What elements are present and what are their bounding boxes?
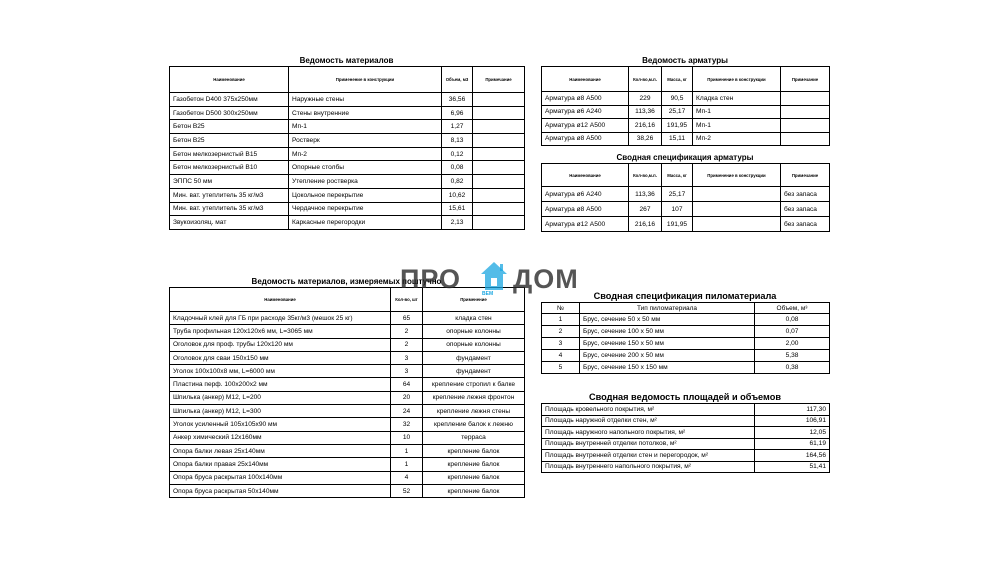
table-cell: Утепление ростверка [289,175,442,189]
table-row [542,119,830,133]
table-row [170,351,525,364]
table-cell: крепление лежня фронтон [423,391,525,404]
table-cell: Ростверк [289,134,442,148]
rebar-summary-table [541,163,830,232]
table-cell: Оголовок для сваи 150х150 мм [170,351,391,364]
table-cell: 0,12 [442,147,473,161]
table-cell: 90,5 [662,92,693,106]
table-cell: Мп-1 [289,120,442,134]
rebar-summary-header-row [542,164,830,187]
table-cell: Арматура ø8 А500 [542,132,629,146]
table-cell: Мп-2 [693,132,781,146]
table-cell: 2 [542,326,580,338]
table-cell: 1 [391,444,423,457]
table-row [542,450,830,462]
table-cell: Брус, сечение 150 х 150 мм [580,362,755,374]
table-cell: 216,16 [629,217,662,232]
table-cell: 15,11 [662,132,693,146]
table-cell: Арматура ø6 А240 [542,187,629,202]
table-cell: Уголок усиленный 105х105х90 мм [170,418,391,431]
materials-table [169,66,525,230]
table-cell: без запаса [781,202,830,217]
table-row [170,325,525,338]
table-cell: Бетон В25 [170,120,289,134]
rebar-table [541,66,830,146]
table-row [170,484,525,497]
table-cell [473,175,525,189]
col-usage: Применение в конструкции [693,164,781,187]
areas-title: Сводная ведомость площадей и объемов [589,392,781,402]
table-cell [693,217,781,232]
table-cell: Бетон мелкозернистый В10 [170,161,289,175]
table-row [170,458,525,471]
table-cell: 1,27 [442,120,473,134]
table-row [542,415,830,427]
table-cell: 107 [662,202,693,217]
col-note: Примечание [781,67,830,92]
table-cell: 4 [542,350,580,362]
table-row [170,312,525,325]
col-usage: Применение [423,288,525,312]
table-cell [473,202,525,216]
table-cell: 3 [542,338,580,350]
rebar-summary-block [541,152,829,232]
table-cell: Площадь наружного напольного покрытия, м² [542,427,755,439]
table-cell: Арматура ø8 А500 [542,202,629,217]
col-note: Примечание [473,67,525,93]
table-cell: 2,00 [755,338,830,350]
table-row [542,338,830,350]
table-cell: Шпилька (анкер) М12, L=300 [170,405,391,418]
lumber-table [541,302,830,374]
table-row [170,378,525,391]
table-row [170,418,525,431]
table-cell: 65 [391,312,423,325]
table-cell: Звукоизоляц. мат [170,216,289,230]
areas-table [541,403,830,473]
col-note: Примечание [781,164,830,187]
watermark-right-text: ДОМ [513,264,579,294]
piece-materials-title: Ведомость материалов, измеряемых поштучно [251,277,442,286]
table-cell: Опора балки правая 25х140мм [170,458,391,471]
table-cell: 0,38 [755,362,830,374]
rebar-header-row [542,67,830,92]
house-icon [478,259,510,293]
table-cell: Арматура ø12 А500 [542,217,629,232]
table-cell: 64 [391,378,423,391]
table-cell: Бетон мелкозернистый В15 [170,147,289,161]
table-cell: 113,36 [629,105,662,119]
table-row [170,216,525,230]
table-cell: 12,05 [755,427,830,439]
table-cell: 216,16 [629,119,662,133]
table-cell: 117,30 [755,404,830,416]
watermark-left-text: ПРО [400,264,462,294]
table-cell: 113,36 [629,187,662,202]
table-cell: 3 [391,365,423,378]
table-row [170,147,525,161]
table-cell: 25,17 [662,105,693,119]
table-cell: Наружные стены [289,93,442,107]
table-cell: 36,56 [442,93,473,107]
table-cell: 38,26 [629,132,662,146]
table-row [170,161,525,175]
table-cell: Газобетон D500 300х250мм [170,106,289,120]
table-cell: 2,13 [442,216,473,230]
table-cell: 0,82 [442,175,473,189]
table-row [170,120,525,134]
table-cell: крепление балок [423,458,525,471]
table-cell [473,106,525,120]
table-row [170,431,525,444]
table-cell: 0,08 [755,314,830,326]
table-cell: фундамент [423,365,525,378]
table-row [542,362,830,374]
table-row [542,132,830,146]
table-row [542,187,830,202]
materials-title: Ведомость материалов [299,56,394,65]
table-cell: Шпилька (анкер) М12, L=200 [170,391,391,404]
table-cell: Опора балки левая 25х140мм [170,444,391,457]
table-cell: Площадь внутренней отделки потолков, м² [542,438,755,450]
table-row [170,444,525,457]
piece-materials-table [169,287,525,498]
table-cell [781,132,830,146]
table-cell: Опорные столбы [289,161,442,175]
table-cell: Анкер химический 12х160мм [170,431,391,444]
lumber-title: Сводная спецификация пиломатериала [593,291,777,301]
table-cell: 2 [391,338,423,351]
table-cell [473,161,525,175]
table-cell [473,188,525,202]
table-cell: 15,61 [442,202,473,216]
col-mass: Масса, кг [662,164,693,187]
table-row [170,93,525,107]
table-row [170,405,525,418]
table-row [542,314,830,326]
table-cell: Опора бруса раскрытая 50х140мм [170,484,391,497]
table-cell: фундамент [423,351,525,364]
table-cell: 20 [391,391,423,404]
table-cell: ЭППС 50 мм [170,175,289,189]
table-cell: терраса [423,431,525,444]
table-cell: Арматура ø8 А500 [542,92,629,106]
table-cell: Брус, сечение 50 х 50 мм [580,314,755,326]
table-cell [473,93,525,107]
table-cell: 6,96 [442,106,473,120]
table-row [170,175,525,189]
table-row [542,427,830,439]
table-cell: 10,62 [442,188,473,202]
table-row [542,350,830,362]
table-cell: 32 [391,418,423,431]
col-name: Наименование [542,164,629,187]
table-cell: 106,91 [755,415,830,427]
table-cell: Площадь наружной отделки стен, м² [542,415,755,427]
table-cell: 25,17 [662,187,693,202]
rebar-summary-title: Сводная спецификация арматуры [616,153,754,162]
table-cell: Газобетон D400 375х250мм [170,93,289,107]
table-cell: 1 [542,314,580,326]
table-row [542,438,830,450]
table-cell: Площадь кровельного покрытия, м² [542,404,755,416]
table-cell: Цокольное перекрытие [289,188,442,202]
table-cell [473,216,525,230]
table-cell: Брус, сечение 100 х 50 мм [580,326,755,338]
materials-header-row [170,67,525,93]
col-length: Кол-во,м.п. [629,164,662,187]
table-cell [473,120,525,134]
table-cell: опорные колонны [423,338,525,351]
table-cell: крепление балок к лежню [423,418,525,431]
table-row [542,217,830,232]
table-cell: Мин. ват. утеплитель 35 кг/м3 [170,202,289,216]
table-cell: Оголовок для проф. трубы 120х120 мм [170,338,391,351]
table-cell: 191,95 [662,119,693,133]
col-number: № [542,303,580,314]
table-cell [781,119,830,133]
table-row [542,326,830,338]
col-name: Наименование [170,288,391,312]
piece-materials-block [169,276,524,498]
table-row [170,202,525,216]
table-cell: кладка стен [423,312,525,325]
table-row [170,391,525,404]
table-cell: 1 [391,458,423,471]
table-row [542,404,830,416]
table-cell: Кладочный клей для ГБ при расходе 35кг/м3 (мешок 25 кг) [170,312,391,325]
table-cell: Мин. ват. утеплитель 35 кг/м3 [170,188,289,202]
table-cell: крепление балок [423,471,525,484]
table-cell: крепление лежня стены [423,405,525,418]
rebar-title: Ведомость арматуры [642,56,728,65]
table-cell: 24 [391,405,423,418]
table-cell: крепление балок [423,444,525,457]
table-row [170,338,525,351]
table-cell: Опора бруса раскрытая 100х140мм [170,471,391,484]
table-cell: Бетон В25 [170,134,289,148]
table-cell: опорные колонны [423,325,525,338]
table-cell: Уголок 100х100х8 мм, L=6000 мм [170,365,391,378]
col-name: Наименование [542,67,629,92]
table-cell: 8,13 [442,134,473,148]
table-cell [693,187,781,202]
table-cell: Чердачное перекрытие [289,202,442,216]
materials-block [169,55,524,230]
table-cell: Каркасные перегородки [289,216,442,230]
col-volume: Объем, м3 [442,67,473,93]
table-cell: Кладка стен [693,92,781,106]
table-cell: 267 [629,202,662,217]
table-cell: без запаса [781,217,830,232]
watermark-subtext: ВЕМ [482,291,494,297]
table-cell: Брус, сечение 200 х 50 мм [580,350,755,362]
table-cell: крепление стропил к балке [423,378,525,391]
table-cell: 61,19 [755,438,830,450]
lumber-header-row [542,303,830,314]
table-row [542,461,830,473]
col-length: Кол-во,м.п. [629,67,662,92]
table-cell [781,92,830,106]
table-cell: крепление балок [423,484,525,497]
table-cell: 0,08 [442,161,473,175]
table-row [170,471,525,484]
col-volume: Объем, м³ [755,303,830,314]
lumber-block [541,291,829,374]
table-cell: Арматура ø6 А240 [542,105,629,119]
table-row [170,106,525,120]
table-cell: Мп-1 [693,105,781,119]
table-cell: 0,07 [755,326,830,338]
col-qty: Кол-во, шт [391,288,423,312]
table-cell: 191,95 [662,217,693,232]
col-type: Тип пиломатериала [580,303,755,314]
table-cell: Труба профильная 120х120х6 мм, L=3065 мм [170,325,391,338]
table-cell: 51,41 [755,461,830,473]
table-cell: Площадь внутренней отделки стен и перегородок, м² [542,450,755,462]
table-row [542,202,830,217]
rebar-block [541,55,829,146]
table-cell: 5 [542,362,580,374]
table-cell [473,134,525,148]
table-cell: Стены внутренние [289,106,442,120]
table-cell: 229 [629,92,662,106]
col-usage: Применение в конструкции [289,67,442,93]
table-cell: Брус, сечение 150 х 50 мм [580,338,755,350]
table-cell: 3 [391,351,423,364]
table-cell [473,147,525,161]
table-cell: 4 [391,471,423,484]
table-cell: 2 [391,325,423,338]
col-usage: Применение в конструкции [693,67,781,92]
table-row [170,134,525,148]
table-cell: без запаса [781,187,830,202]
table-row [542,105,830,119]
table-cell: 164,56 [755,450,830,462]
table-cell: 52 [391,484,423,497]
table-cell: Площадь внутреннего напольного покрытия, м² [542,461,755,473]
areas-block [541,392,829,473]
table-cell: 5,38 [755,350,830,362]
table-row [170,365,525,378]
col-mass: Масса, кг [662,67,693,92]
table-cell: Мп-2 [289,147,442,161]
table-cell: Арматура ø12 А500 [542,119,629,133]
table-row [170,188,525,202]
table-cell [781,105,830,119]
table-row [542,92,830,106]
pro-dom-watermark [400,265,600,297]
col-name: Наименование [170,67,289,93]
table-cell: 10 [391,431,423,444]
table-cell [693,202,781,217]
table-cell: Пластина перф. 100х200х2 мм [170,378,391,391]
table-cell: Мп-1 [693,119,781,133]
